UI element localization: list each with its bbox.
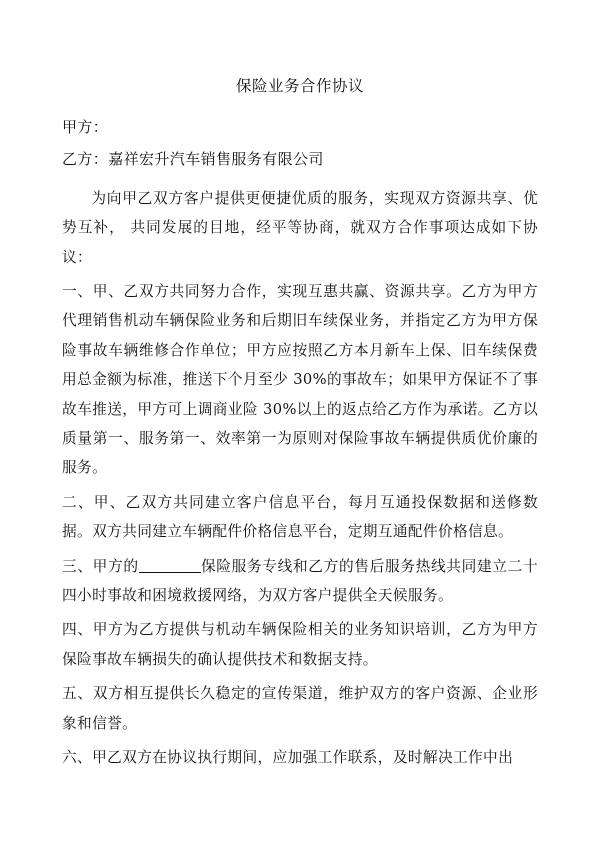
party-b-line (62, 145, 538, 174)
clause-three-prefix: 三、甲方的 (62, 557, 139, 575)
clause-three (62, 552, 538, 611)
party-b-value: 嘉祥宏升汽车销售服务有限公司 (108, 150, 324, 169)
clause-three-blank-field[interactable] (139, 572, 201, 573)
clause-four: 四、甲方为乙方提供与机动车辆保险相关的业务知识培训，乙方为甲方保险事故车辆损失的确认提供技术和数据支持。 (62, 621, 538, 668)
clause-three-suffix: 保险服务专线和乙方的售后服务热线共同建立二十四小时事故和困境救援网络，为双方客户提供全天候服务。 (62, 557, 538, 605)
clause-five: 五、双方相互提供长久稳定的宣传渠道，维护双方的客户资源、企业形象和信誉。 (62, 685, 538, 732)
party-a-label: 甲方： (62, 117, 109, 136)
clause-six: 六、甲乙双方在协议执行期间，应加强工作联系，及时解决工作中出 (62, 749, 514, 767)
clause-one: 一、甲、乙双方共同努力合作，实现互惠共赢、资源共享。乙方为甲方代理销售机动车辆保险业务和后期旧车续保业务，并指定乙方为甲方保险事故车辆维修合作单位；甲方应按照乙方本月新车上保、旧车续保费用总金额为标准，推送下个月至少 30%的事故车；如果甲方保证不了事故车推送，甲方可上调商业险 30%以上的返点给乙方作为承诺。乙方以质量第一、服务第一、效率第一为原则对保险事故车辆提供质优价廉的服务。 (62, 283, 538, 477)
party-a-line (62, 113, 538, 142)
page-title: 保险业务合作协议 (235, 77, 364, 95)
preamble-paragraph: 为向甲乙双方客户提供更便捷优质的服务，实现双方资源共享、优势互补， 共同发展的目地，经平等协商，就双方合作事项达成如下协议： (62, 189, 538, 266)
clause-two: 二、甲、乙双方共同建立客户信息平台，每月互通投保数据和送修数据。双方共同建立车辆配件价格信息平台，定期互通配件价格信息。 (62, 493, 538, 541)
party-b-label: 乙方： (62, 150, 109, 169)
